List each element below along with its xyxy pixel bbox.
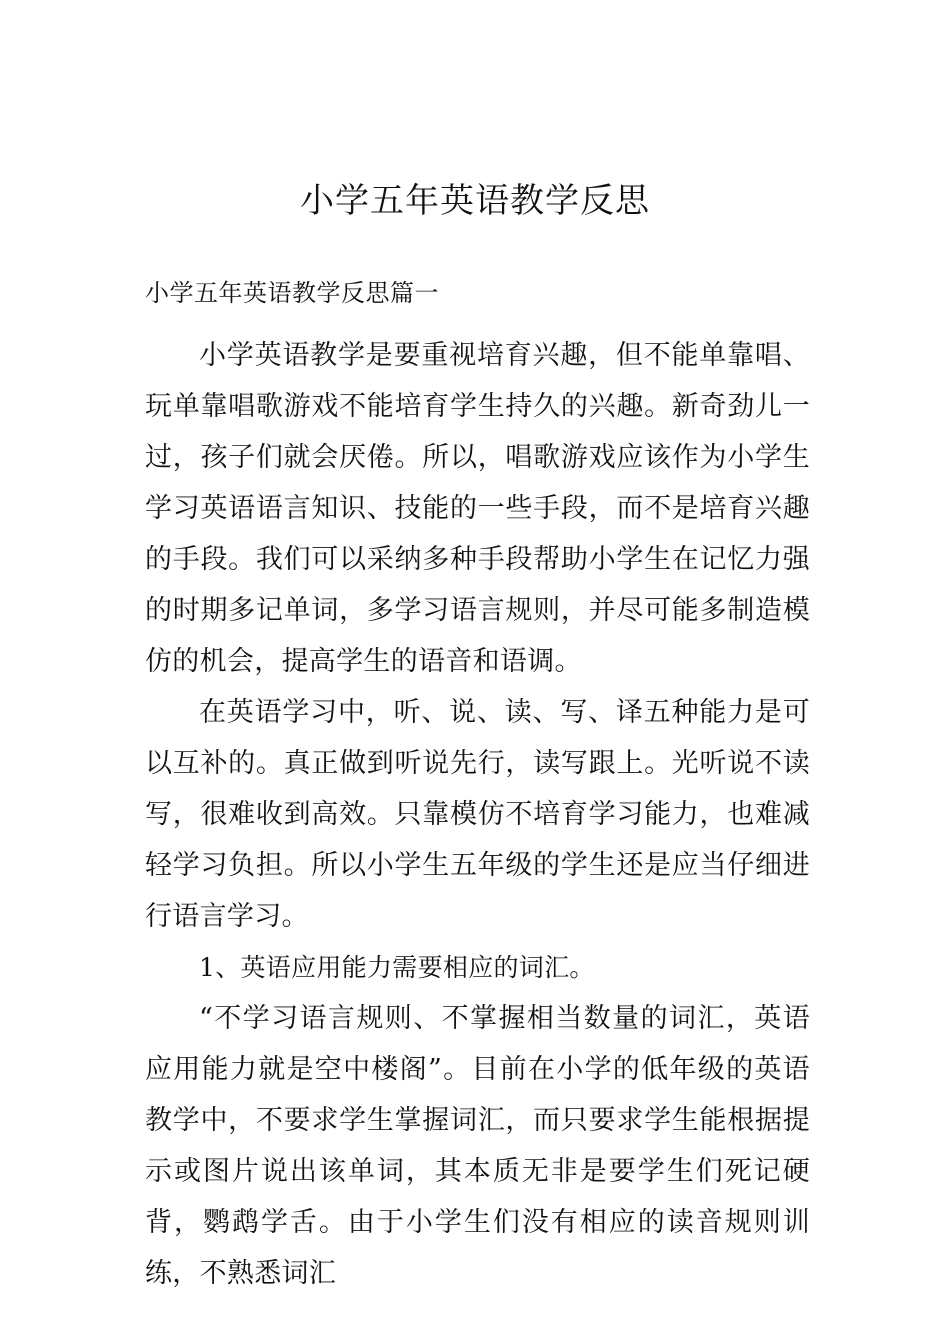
numbered-heading: 1、英语应用能力需要相应的词汇。	[199, 953, 595, 982]
document-body	[145, 278, 810, 1299]
paragraph: 小学英语教学是要重视培育兴趣，但不能单靠唱、玩单靠唱歌游戏不能培育学生持久的兴趣。新奇劲儿一过，孩子们就会厌倦。所以，唱歌游戏应该作为小学生学习英语语言知识、技能的一些手段，而不是培育兴趣的手段。我们可以采纳多种手段帮助小学生在记忆力强的时期多记单词，多学习语言规则，并尽可能多制造模仿的机会，提高学生的语音和语调。	[145, 340, 810, 677]
document-title: 小学五年英语教学反思	[300, 181, 650, 221]
paragraph: 在英语学习中，听、说、读、写、译五种能力是可以互补的。真正做到听说先行，读写跟上。光听说不读写，很难收到高效。只靠模仿不培育学习能力，也难减轻学习负担。所以小学生五年级的学生还是应当仔细进行语言学习。	[145, 697, 810, 932]
paragraph: “不学习语言规则、不掌握相当数量的词汇，英语应用能力就是空中楼阁”。目前在小学的低年级的英语教学中，不要求学生掌握词汇，而只要求学生能根据提示或图片说出该单词，其本质无非是要学生们死记硬背，鹦鹉学舌。由于小学生们没有相应的读音规则训练，不熟悉词汇	[145, 1003, 810, 1289]
section-heading: 小学五年英语教学反思篇一	[145, 279, 439, 307]
